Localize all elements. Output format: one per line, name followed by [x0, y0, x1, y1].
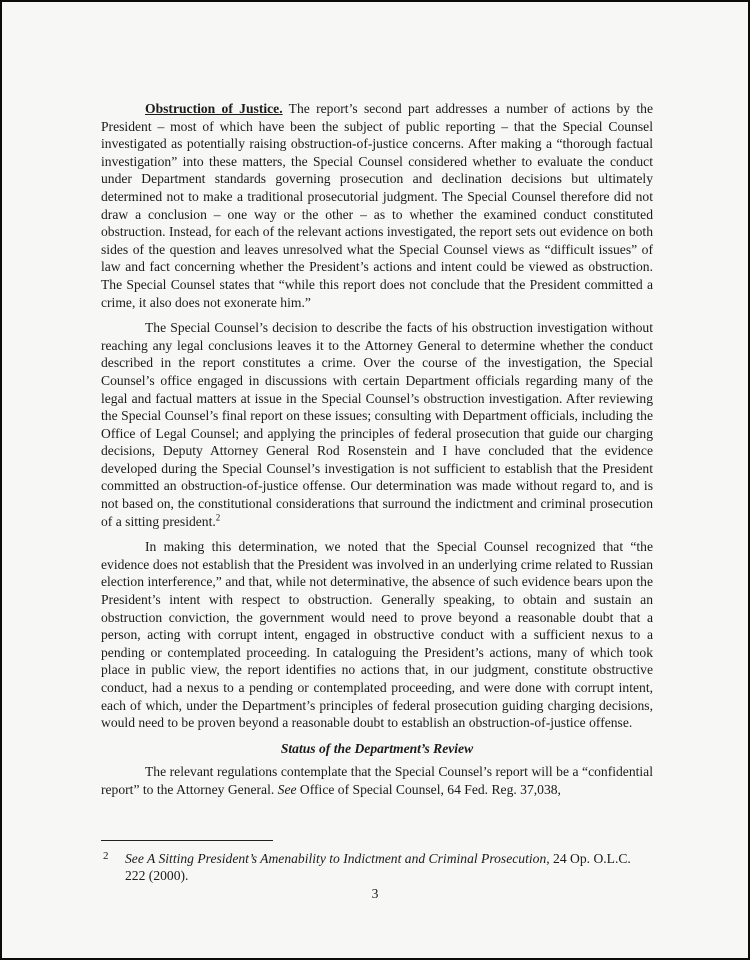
footnote-text [125, 850, 653, 884]
paragraph-4-text-before: The relevant regulations contemplate that the Special Counsel’s report will be a “confidential report” to the Attorney General. [101, 764, 653, 797]
paragraph-1-text: The report’s second part addresses a number of actions by the President – most of which have been the subject of public reporting – that the Special Counsel investigated as potentially raising obstruction-of-justice concerns. After making a “thorough factual investigation” into these matters, the Special Counsel considered whether to evaluate the conduct under Department standards governing prosecution and declination decisions but ultimately determined not to make a traditional prosecutorial judgment. The Special Counsel therefore did not draw a conclusion – one way or the other – as to whether the examined conduct constituted obstruction. Instead, for each of the relevant actions investigated, the report sets out evidence on both sides of the question and leaves unresolved what the Special Counsel views as “difficult issues” of law and fact concerning whether the President’s actions and intent could be viewed as obstruction. The Special Counsel states that “while this report does not conclude that the President committed a crime, it also does not exonerate him.” [101, 101, 654, 310]
section-heading: Status of the Department’s Review [280, 740, 474, 756]
document-page [2, 2, 748, 958]
body-text [101, 100, 653, 807]
footnote [101, 850, 653, 884]
paragraph-decision [101, 319, 653, 530]
page-number: 3 [371, 886, 379, 901]
paragraph-3-text: In making this determination, we noted that the Special Counsel recognized that “the evidence does not establish that the President was involved in an underlying crime related to Russian election interference,” and that, while not determinative, the absence of such evidence bears upon the President’s intent with respect to obstruction. Generally speaking, to obtain and sustain an obstruction conviction, the government would need to prove beyond a reasonable doubt that a person, acting with corrupt intent, engaged in obstructive conduct with a sufficient nexus to a pending or contemplated proceeding. In cataloguing the President’s actions, many of which took place in public view, the report identifies no actions that, in our judgment, constitute obstructive conduct, had a nexus to a pending or contemplated proceeding, and were done with corrupt intent, each of which, under the Department’s principles of federal prosecution guiding charging decisions, would need to be proven beyond a reasonable doubt to establish an obstruction-of-justice offense. [101, 539, 653, 731]
footnote-title: See A Sitting President’s Amenability to Indictment and Criminal Prosecution [125, 851, 547, 866]
footnote-citation: , 24 Op. O.L.C. 222 (2000). [125, 851, 631, 883]
paragraph-obstruction-of-justice [101, 100, 653, 311]
section-lead-obstruction: Obstruction of Justice. [145, 101, 283, 116]
paragraph-2-text: The Special Counsel’s decision to describe the facts of his obstruction investigation without reaching any legal conclusions leaves it to the Attorney General to determine whether the conduct described in the report constitutes a crime. Over the course of the investigation, the Special Counsel’s office engaged in discussions with certain Department officials regarding many of the legal and factual matters at issue in the Special Counsel’s obstruction investigation. After reviewing the Special Counsel’s final report on these issues; consulting with Department officials, including the Office of Legal Counsel; and applying the principles of federal prosecution that guide our charging decisions, Deputy Attorney General Rod Rosenstein and I have concluded that the evidence developed during the Special Counsel’s investigation is not sufficient to establish that the President committed an obstruction-of-justice offense. Our determination was made without regard to, and is not based on, the constitutional considerations that surround the indictment and criminal prosecution of a sitting president. [101, 320, 653, 529]
footnote-divider [101, 840, 273, 841]
footnote-number: 2 [103, 850, 109, 862]
paragraph-determination [101, 538, 653, 732]
footnote-reference[interactable]: 2 [215, 512, 221, 523]
paragraph-4-see: See [277, 781, 297, 797]
paragraph-4-text-after: Office of Special Counsel, 64 Fed. Reg. 37,038, [296, 781, 561, 797]
paragraph-regulations [101, 763, 653, 798]
